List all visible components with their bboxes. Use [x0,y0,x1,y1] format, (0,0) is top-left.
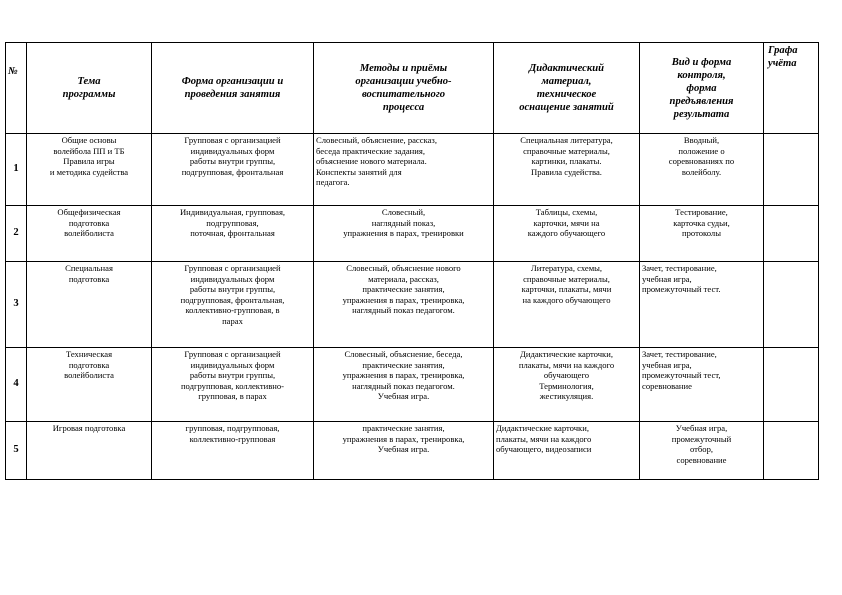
row-material: Таблицы, схемы, карточки, мячи на каждого обучающего [494,206,640,262]
row-material: Дидактические карточки, плакаты, мячи на каждого обучающего, видеозаписи [494,422,640,480]
row-methods: Словесный, объяснение, рассказ, беседа практические задания, объяснение нового материала. Конспекты занятий для педагога. [314,134,494,206]
row-control: Тестирование, карточка судьи, протоколы [640,206,764,262]
row-theme: Специальная подготовка [27,262,152,348]
table-row [6,348,819,422]
row-num: 1 [6,134,27,206]
row-note [764,134,819,206]
row-num: 3 [6,262,27,348]
program-table [5,42,819,480]
row-control: Учебная игра, промежуточный отбор, соревнование [640,422,764,480]
header-form: Форма организации и проведения занятия [152,43,314,134]
header-control: Вид и форма контроля, форма предъявления результата [640,43,764,134]
row-num: 5 [6,422,27,480]
row-material: Специальная литература, справочные материалы, картинки, плакаты. Правила судейства. [494,134,640,206]
table-row [6,262,819,348]
row-note [764,206,819,262]
row-methods: практические занятия, упражнения в парах, тренировка, Учебная игра. [314,422,494,480]
row-theme: Техническая подготовка волейболиста [27,348,152,422]
row-control: Зачет, тестирование, учебная игра, промежуточный тест, соревнование [640,348,764,422]
row-control: Зачет, тестирование, учебная игра, промежуточный тест. [640,262,764,348]
row-note [764,348,819,422]
row-methods: Словесный, наглядный показ, упражнения в парах, тренировки [314,206,494,262]
row-material: Дидактические карточки, плакаты, мячи на каждого обучающего Терминология, жестикуляция. [494,348,640,422]
header-note: Графа учёта [764,43,819,134]
row-num: 2 [6,206,27,262]
row-note [764,422,819,480]
row-theme: Общефизическая подготовка волейболиста [27,206,152,262]
table-row [6,134,819,206]
header-theme: Тема программы [27,43,152,134]
row-form: Индивидуальная, групповая, подгрупповая, поточная, фронтальная [152,206,314,262]
table-row [6,422,819,480]
row-methods: Словесный, объяснение нового материала, рассказ, практические занятия, упражнения в парах, тренировка, наглядный показ педагогом. [314,262,494,348]
row-form: Групповая с организацией индивидуальных форм работы внутри группы, подгрупповая, коллективно- групповая, в парах [152,348,314,422]
row-material: Литература, схемы, справочные материалы, карточки, плакаты, мячи на каждого обучающего [494,262,640,348]
header-material: Дидактический материал, техническое оснащение занятий [494,43,640,134]
row-form: Групповая с организацией индивидуальных форм работы внутри группы, подгрупповая, фронтальная [152,134,314,206]
row-num: 4 [6,348,27,422]
row-note [764,262,819,348]
row-form: групповая, подгрупповая, коллективно-групповая [152,422,314,480]
header-row [6,43,819,134]
row-control: Вводный, положение о соревнованиях по волейболу. [640,134,764,206]
row-theme: Игровая подготовка [27,422,152,480]
row-form: Групповая с организацией индивидуальных форм работы внутри группы, подгрупповая, фронтальная, коллективно-групповая, в парах [152,262,314,348]
table-row [6,206,819,262]
header-num: № [6,43,27,134]
header-methods: Методы и приёмы организации учебно- воспитательного процесса [314,43,494,134]
row-theme: Общие основы волейбола ПП и ТБ Правила игры и методика судейства [27,134,152,206]
row-methods: Словесный, объяснение, беседа, практические занятия, упражнения в парах, тренировка, наглядный показ педагогом. Учебная игра. [314,348,494,422]
